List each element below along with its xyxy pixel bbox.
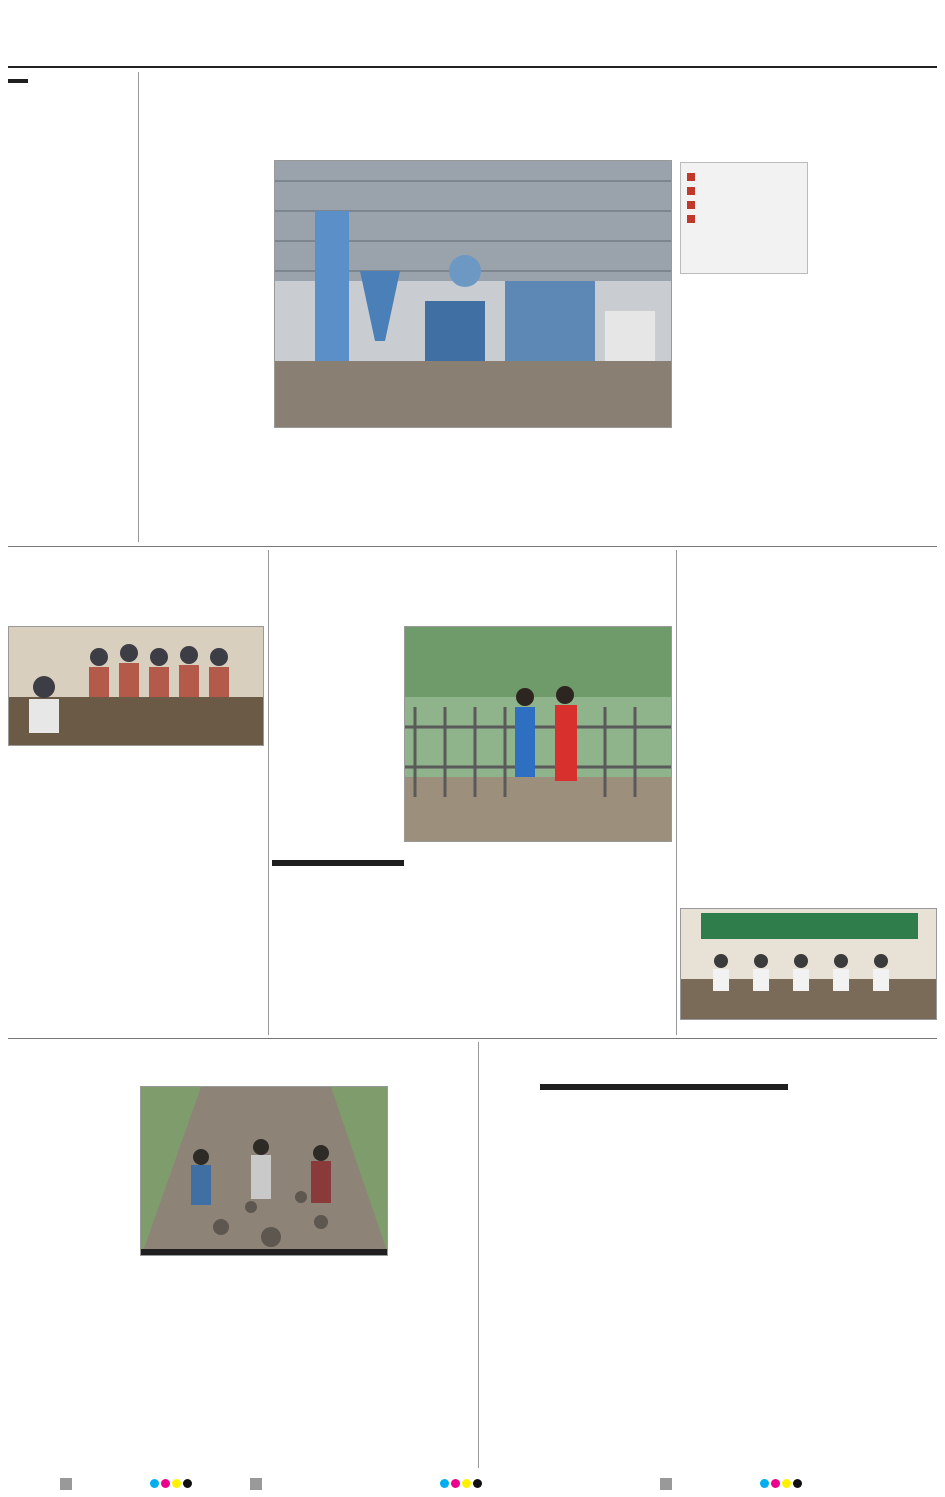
story5-byline-block (8, 1084, 136, 1098)
section-divider (8, 1038, 937, 1039)
cmyk-dots-icon (150, 1479, 192, 1488)
lead-highlights-box (680, 162, 808, 274)
column-divider (478, 1042, 479, 1468)
story4-headline-block (680, 550, 937, 626)
school-gate-students-photo (404, 626, 672, 842)
registration-mark-icon (250, 1478, 262, 1490)
story5-body-left (8, 1098, 136, 1468)
story6-body (482, 1104, 788, 1468)
bullet-icon (687, 215, 695, 223)
story3-headline-block (272, 550, 672, 610)
lead-caption-block (142, 430, 677, 444)
story5-headline-block (8, 1042, 474, 1082)
story3-byline-block (272, 612, 672, 626)
lead-body-intro (142, 166, 270, 428)
story5-body-right (392, 1086, 474, 1256)
registration-mark-icon (60, 1478, 72, 1490)
factory-machinery-photo (274, 160, 672, 428)
story3-caption-block (272, 844, 672, 858)
highlight-item (687, 198, 801, 209)
story2-body (8, 780, 264, 1035)
lead-body-right-top (812, 162, 937, 274)
highlight-item (687, 170, 801, 181)
bullet-icon (687, 201, 695, 209)
story5-caption-overlay (141, 1249, 388, 1255)
story2-byline-block (8, 764, 264, 778)
brief-body (8, 98, 134, 488)
registration-mark-icon (660, 1478, 672, 1490)
story2-caption-block (8, 748, 264, 762)
bullet-icon (687, 187, 695, 195)
story4-caption-block (680, 1022, 937, 1036)
story5-caption (141, 1249, 388, 1255)
brief-column (8, 72, 134, 542)
story3-body-left (272, 626, 400, 842)
masthead-rule (8, 66, 937, 68)
newspaper-logo (8, 4, 208, 48)
lead-body-right (680, 278, 937, 542)
column-divider (268, 550, 269, 1035)
cmyk-dots-icon (440, 1479, 482, 1488)
section-header (735, 6, 935, 46)
story6-subhead-block (540, 1084, 788, 1102)
farmers-event-photo (680, 908, 937, 1020)
bullet-icon (687, 173, 695, 181)
story5-body-lower (140, 1260, 474, 1468)
villagers-road-repair-photo (140, 1086, 388, 1256)
cmyk-dots-icon (760, 1479, 802, 1488)
story6-headline-block (482, 1042, 937, 1082)
story3-body-lower (272, 900, 672, 1035)
farmers-event-illustration (681, 909, 937, 1020)
lead-headline-block (142, 72, 937, 152)
story3-body-mid (408, 860, 672, 900)
print-footer (0, 1472, 945, 1497)
meeting-photo-illustration (9, 627, 264, 746)
highlight-item (687, 212, 801, 223)
column-divider (138, 72, 139, 542)
road-repair-illustration (141, 1087, 388, 1256)
story6-subhead (540, 1084, 788, 1090)
story4-body (680, 642, 937, 906)
story6-body-right (792, 1084, 937, 1468)
story3-subhead-block (272, 860, 404, 900)
column-divider (676, 550, 677, 1035)
lead-byline-block (142, 152, 272, 166)
section-divider (8, 546, 937, 547)
story3-subhead (272, 860, 404, 866)
lead-body-lower (142, 446, 677, 542)
highlight-item (687, 184, 801, 195)
factory-photo-illustration (275, 161, 672, 428)
school-gate-illustration (405, 627, 672, 842)
story4-byline-block (680, 628, 937, 642)
employees-meeting-photo (8, 626, 264, 746)
masthead (0, 0, 945, 64)
brief-tag (8, 79, 28, 83)
